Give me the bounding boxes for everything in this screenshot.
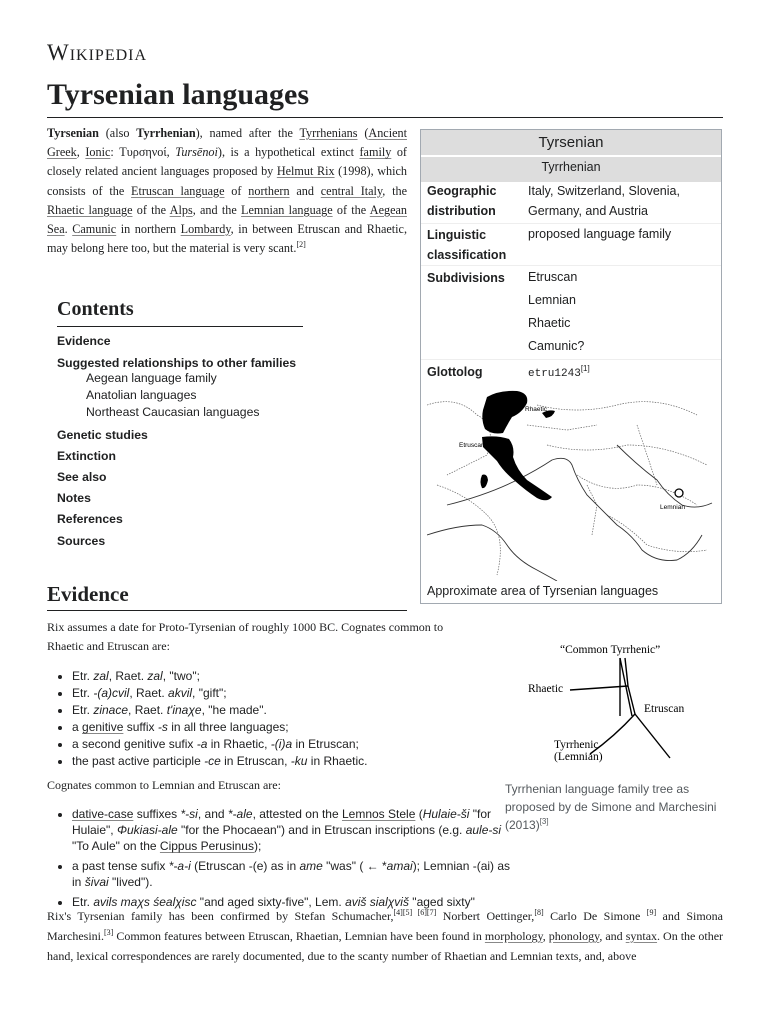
infobox-label: Geographic distribution — [427, 184, 497, 218]
toc-divider — [57, 326, 303, 327]
list-term: -(a)cvil — [93, 686, 130, 700]
toc-item-genetic-studies[interactable]: Genetic studies — [57, 428, 148, 442]
tree-label-etruscan: Etruscan — [644, 703, 685, 715]
list-term: -ku — [290, 754, 308, 768]
link-rhaetic-language[interactable]: Rhaetic language — [47, 202, 133, 217]
tyrsenian-area-map[interactable] — [427, 385, 717, 581]
tree-caption — [505, 780, 720, 834]
subdivision-item[interactable]: Camunic? — [528, 339, 585, 353]
list-text: "was" ( ← * — [322, 859, 387, 873]
list-item — [72, 702, 502, 719]
list-term: akvil — [168, 686, 193, 700]
link-helmut-rix[interactable]: Helmut Rix — [276, 164, 335, 179]
infobox-row-geo — [421, 181, 721, 221]
link-family[interactable]: family — [359, 145, 392, 160]
list-term: amai — [386, 859, 413, 873]
link-camunic[interactable]: Camunic — [72, 222, 117, 237]
list-term: aule-si — [465, 823, 502, 837]
list-text: a second genitive sufix — [72, 737, 197, 751]
list-text: in Rhaetic. — [307, 754, 368, 768]
wikipedia-logo[interactable]: Wikipedia — [47, 40, 148, 65]
list-item — [72, 858, 512, 890]
corsica-area — [481, 475, 489, 489]
link-cippus-perusinus[interactable]: Cippus Perusinus — [159, 839, 254, 853]
infobox-row-subdivisions — [421, 265, 721, 358]
map-label-etruscan: Etruscan — [459, 442, 485, 449]
para-text: , and — [599, 929, 626, 943]
list-text: the past active participle — [72, 754, 205, 768]
title-divider — [47, 117, 723, 118]
link-aegean-sea[interactable]: Aegean Sea — [47, 202, 407, 237]
rhaetic-area — [482, 391, 527, 434]
list-item — [72, 736, 502, 753]
para-text: Rix's Tyrsenian family has been confirmed by Stefan Schumacher, — [47, 909, 394, 923]
list-text: a — [72, 720, 83, 734]
lead-paragraph — [47, 124, 407, 258]
lead-text: of the — [332, 202, 370, 217]
toc-subitem-aegean[interactable]: Aegean language family — [86, 371, 217, 385]
page-title: Tyrsenian languages — [47, 78, 309, 111]
family-tree-diagram[interactable] — [520, 636, 720, 776]
toc-item-references[interactable]: References — [57, 512, 123, 526]
lead-text: of closely related ancient languages proposed by — [47, 145, 407, 179]
lead-text: in northern — [116, 222, 181, 237]
list-text: , "gift"; — [192, 686, 227, 700]
list-term: t'inaχe — [166, 703, 202, 717]
toc-subitem-caucasian[interactable]: Northeast Caucasian languages — [86, 405, 260, 419]
lemnos-marker — [675, 489, 683, 497]
para-text: , — [542, 929, 549, 943]
map-label-lemnian: Lemnian — [660, 504, 685, 511]
link-etruscan-language[interactable]: Etruscan language — [131, 183, 225, 198]
list-text: in Etruscan, — [220, 754, 291, 768]
list-text: "for the Phocaean") and in Etruscan inscriptions (e.g. — [177, 823, 466, 837]
infobox-label: Subdivisions — [427, 271, 505, 285]
section-divider — [47, 610, 407, 611]
list-item — [72, 668, 502, 685]
infobox-label: Linguistic classification — [427, 228, 507, 262]
infobox-value: Italy, Switzerland, Slovenia, Germany, and Austria — [528, 184, 680, 218]
map-label-rhaetic: Rhaetic — [525, 406, 548, 413]
infobox-row-glottolog — [421, 359, 721, 382]
list-item — [72, 753, 502, 770]
link-syntax[interactable]: syntax — [625, 929, 658, 943]
reference-9[interactable]: [9] — [646, 908, 657, 917]
lead-text: : Τυρσηνοί, — [110, 145, 176, 160]
para-text: Norbert Oettinger, — [436, 909, 535, 923]
reference-8[interactable]: [8] — [534, 908, 544, 917]
list-text: , Raet. — [129, 686, 169, 700]
lead-text: , — [76, 145, 86, 160]
list-text: in Rhaetic, — [207, 737, 271, 751]
tree-label-tyrrhenic: Tyrrhenic — [554, 739, 599, 751]
toc-item-relationships[interactable]: Suggested relationships to other families — [57, 356, 297, 370]
lead-text: ( — [357, 126, 369, 140]
list-term: aviš sialχviš — [345, 895, 409, 909]
list-term: -s — [157, 720, 168, 734]
list-text: , "two"; — [162, 669, 200, 683]
para-text: and Simona Marchesini. — [47, 909, 724, 943]
link-northern[interactable]: northern — [248, 183, 290, 198]
table-of-contents — [57, 298, 317, 548]
toc-subitem-anatolian[interactable]: Anatolian languages — [86, 388, 197, 402]
list-term: šivai — [84, 875, 109, 889]
list-term: avils maχs śealχisc — [93, 895, 197, 909]
map-borders — [427, 402, 707, 575]
list-text: "and aged sixty-five", Lem. — [196, 895, 346, 909]
list-term: -(i)a — [270, 737, 293, 751]
lead-greek-term: Tursēnoi — [175, 145, 218, 160]
list-text: (Etruscan -(e) as in — [190, 859, 300, 873]
lead-text: ), named after the — [195, 126, 300, 140]
infobox-subtitle: Tyrrhenian — [421, 155, 721, 182]
list-text: "To Aule" on the — [72, 839, 160, 853]
lead-text: and — [289, 183, 321, 198]
lead-text: (1998), which consists of the — [47, 164, 408, 198]
list-term: Hulaie-ši — [422, 807, 470, 821]
tree-caption-text: Tyrrhenian language family tree as proposed by de Simone and Marchesini (2013) — [505, 782, 717, 832]
infobox-label[interactable]: Glottolog — [427, 365, 483, 379]
link-morphology[interactable]: morphology — [484, 929, 543, 943]
list-term: -ce — [204, 754, 221, 768]
lead-text: of the — [132, 202, 170, 217]
infobox-value — [528, 362, 718, 384]
list-text: "aged sixty" — [408, 895, 475, 909]
reference-2[interactable]: [2] — [296, 240, 306, 250]
map-caption: Approximate area of Tyrsenian languages — [427, 584, 659, 598]
list-text: , and — [197, 807, 228, 821]
toc-item-extinction[interactable]: Extinction — [57, 449, 116, 463]
list-item — [72, 806, 512, 854]
para-text: Common features between Etruscan, Rhaetian, Lemnian have been found in — [113, 929, 485, 943]
list-text: , Raet. — [108, 669, 148, 683]
link-lombardy[interactable]: Lombardy — [180, 222, 231, 237]
list-text: Etr. — [72, 686, 94, 700]
list-term: *-ale — [227, 807, 253, 821]
lead-text: (also — [98, 126, 137, 140]
link-lemnos-stele[interactable]: Lemnos Stele — [341, 807, 416, 821]
link-lemnian-language[interactable]: Lemnian language — [241, 202, 333, 217]
lead-text: , and the — [192, 202, 242, 217]
lead-text: ), is a hypothetical extinct — [217, 145, 360, 160]
lead-text: , the — [382, 183, 407, 198]
toc-item-evidence[interactable]: Evidence — [57, 334, 111, 348]
list-item — [72, 685, 502, 702]
lead-text: . — [64, 222, 73, 237]
glottolog-code[interactable]: etru1243 — [528, 368, 581, 380]
evidence-paragraph-1: Rix assumes a date for Proto-Tyrsenian of roughly 1000 BC. Cognates common to Rhaetic and Etruscan are: — [47, 620, 444, 653]
list-term: *-si — [180, 807, 198, 821]
list-text: ( — [415, 807, 423, 821]
list-text: suffixes — [133, 807, 181, 821]
reference-3[interactable]: [3] — [539, 817, 549, 826]
link-tyrrhenians[interactable]: Tyrrhenians — [299, 126, 358, 140]
reference-3[interactable]: [3] — [103, 928, 114, 937]
subdivision-item[interactable]: Rhaetic — [528, 316, 571, 330]
list-text: , Raet. — [128, 703, 167, 717]
reference-1[interactable]: [1] — [580, 363, 590, 373]
section-heading-evidence: Evidence — [47, 582, 129, 606]
link-ancient-greek[interactable]: Ancient Greek — [47, 126, 407, 160]
list-text: , attested on the — [252, 807, 342, 821]
toc-item-sources[interactable]: Sources — [57, 534, 106, 548]
evidence-paragraph-3 — [47, 906, 723, 966]
tree-label-lemnian: (Lemnian) — [554, 751, 603, 763]
list-text: "for Hulaie", — [72, 807, 492, 837]
list-text: in all three languages; — [167, 720, 289, 734]
list-term: ame — [299, 859, 323, 873]
link-ionic[interactable]: Ionic — [85, 145, 111, 160]
subdivision-item[interactable]: Lemnian — [528, 293, 576, 307]
toc-item-see-also[interactable]: See also — [57, 470, 107, 484]
list-term: *-a-i — [168, 859, 191, 873]
subdivision-item[interactable]: Etruscan — [528, 270, 578, 284]
infobox-title: Tyrsenian — [421, 130, 721, 155]
list-text: Etr. — [72, 703, 94, 717]
list-item — [72, 719, 502, 736]
list-text: suffix — [123, 720, 158, 734]
map-coastlines — [427, 445, 712, 581]
list-term: -a — [196, 737, 208, 751]
para-text: . On the other hand, lexical correspondences are rarely documented, due to the scanty number of Rhaetian and Lemnian texts, and, above — [47, 929, 724, 963]
list-term: Φukiasi-ale — [116, 823, 178, 837]
para-text: Carlo De Simone — [543, 909, 647, 923]
list-term: zal — [147, 669, 163, 683]
lead-term: Tyrsenian — [47, 126, 99, 140]
toc-title: Contents — [57, 298, 134, 320]
list-text: ); Lemnian -(ai) as in — [72, 859, 511, 889]
list-text: Etr. — [72, 895, 94, 909]
toc-item-notes[interactable]: Notes — [57, 491, 91, 505]
link-dative-case[interactable]: dative-case — [72, 807, 134, 821]
list-text: "lived"). — [108, 875, 153, 889]
list-text: Etr. — [72, 669, 94, 683]
reference-4-7[interactable]: [4][5] [6][7] — [393, 908, 437, 917]
list-term: zal — [93, 669, 109, 683]
infobox — [420, 129, 722, 604]
lead-alt-term: Tyrrhenian — [136, 126, 196, 140]
infobox-row-classification — [421, 223, 721, 264]
lead-text: , in between Etruscan and Rhaetic, may belong here too, but the material is very scant. — [47, 222, 407, 256]
list-term: zinace — [93, 703, 129, 717]
list-text: a past tense sufix — [72, 859, 169, 873]
list-text: , "he made". — [201, 703, 267, 717]
link-genitive[interactable]: genitive — [82, 720, 124, 734]
link-phonology[interactable]: phonology — [548, 929, 600, 943]
evidence-paragraph-2: Cognates common to Lemnian and Etruscan are: — [47, 778, 281, 792]
infobox-value[interactable]: proposed language family — [528, 227, 672, 241]
lead-text: of — [224, 183, 249, 198]
list-text: in Etruscan; — [292, 737, 359, 751]
list-text: ); — [253, 839, 262, 853]
rhaetic-etruscan-cognates-list — [47, 668, 502, 770]
tree-label-rhaetic: Rhaetic — [528, 683, 564, 695]
subdivision-list — [528, 266, 718, 358]
lemnian-etruscan-cognates-list — [47, 806, 512, 910]
link-central-italy[interactable]: central Italy — [320, 183, 383, 198]
link-alps[interactable]: Alps — [169, 202, 193, 217]
tree-label-root: “Common Tyrrhenic” — [560, 644, 661, 656]
